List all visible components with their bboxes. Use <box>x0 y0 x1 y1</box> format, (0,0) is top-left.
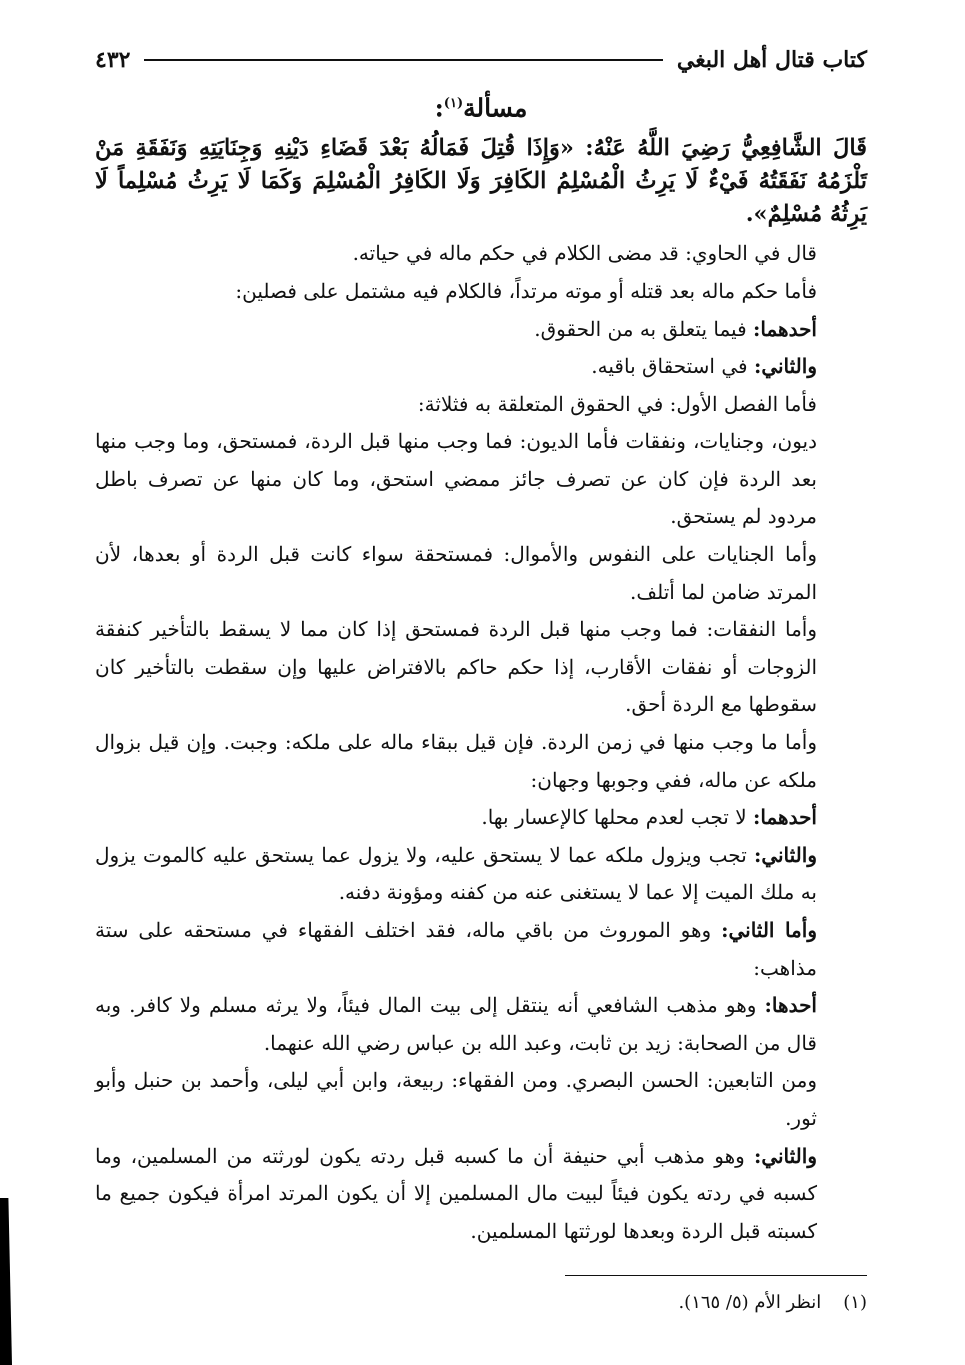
paragraph-lead: والثاني: <box>753 1143 817 1168</box>
paragraph <box>95 273 867 311</box>
paragraph-text: فأما الفصل الأول: في الحقوق المتعلقة به فثلاثة: <box>417 391 817 416</box>
paragraph-text: ديون، وجنايات، ونفقات فأما الديون: فما وجب منها قبل الردة، فمستحق، وما وجب منها بعد الردة فإن كان عن تصرف جائز ممضي استحق، وما كان منها عن تصرف باطل مردود لم يستحق. <box>95 429 817 529</box>
paragraph-lead: وأما الثاني: <box>721 918 817 943</box>
paragraph-text: لا تجب لعدم محلها كالإعسار بها. <box>481 805 753 830</box>
paragraph-lead: أحدهما: <box>752 316 817 341</box>
paragraph-text: في استحقاق باقيه. <box>591 354 754 379</box>
paragraph-text: وهو مذهب الشافعي أنه ينتقل إلى بيت المال فيئاً، ولا يرثه مسلم ولا كافر. وبه قال من الصحابة: زيد بن ثابت، وعبد الله بن عباس رضي الله عنهما. <box>95 993 817 1055</box>
footnote <box>95 1290 867 1316</box>
scan-edge-mark <box>0 1198 12 1365</box>
paragraph <box>95 724 867 799</box>
paragraph-lead: أحدها: <box>764 993 817 1018</box>
paragraph-text: فيما يتعلق به من الحقوق. <box>534 316 753 341</box>
paragraph <box>95 311 867 349</box>
paragraph-text: ومن التابعين: الحسن البصري. ومن الفقهاء: ربيعة، وابن أبي ليلى، وأحمد بن حنبل وأبو ثور. <box>95 1068 817 1130</box>
paragraph-text: فأما حكم ماله بعد قتله أو موته مرتداً، فالكلام فيه مشتمل على فصلين: <box>235 278 817 303</box>
paragraph <box>95 912 867 987</box>
paragraph-text: تجب ويزول ملكه عما لا يستحق عليه، ولا يزول عما يستحق عليه كالموت يزول به ملك الميت إلا عما لا يستغنى عنه من كفنه ومؤونة دفنه. <box>95 842 817 905</box>
paragraph-lead: والثاني: <box>753 842 817 867</box>
running-header <box>95 40 867 80</box>
section-title-colon: : <box>434 93 444 123</box>
paragraph-list <box>95 235 867 1250</box>
main-text <box>95 84 867 1250</box>
paragraph <box>95 1138 867 1251</box>
paragraph <box>95 423 867 536</box>
paragraph-text: وأما ما وجب منها في زمن الردة. فإن قيل ببقاء ماله على ملكه: وجبت. وإن قيل بزوال ملكه عن ماله، ففي وجوبها وجهان: <box>95 730 817 792</box>
paragraph <box>95 837 867 912</box>
section-title <box>95 84 867 128</box>
paragraph-lead: أحدهما: <box>752 805 817 830</box>
footnote-rule <box>565 1275 867 1276</box>
paragraph <box>95 348 867 386</box>
footnote-number: (١) <box>843 1292 867 1313</box>
paragraph <box>95 536 867 611</box>
paragraph <box>95 1062 867 1137</box>
paragraph-text: وأما الجنايات على النفوس والأموال: فمستحقة سواء كانت قبل الردة أو بعدها، لأن المرتد ضامن لما أتلف. <box>95 542 817 604</box>
paragraph-text: قال في الحاوي: قد مضى الكلام في حكم ماله في حياته. <box>352 241 817 266</box>
footnote-text: انظر الأم (٥/ ١٦٥). <box>678 1292 822 1313</box>
paragraph-text: وأما النفقات: فما وجب منها قبل الردة فمستحق إذا كان مما لا يسقط بالتأخير كنفقة الزوجات أو نفقات الأقارب، إذا حكم حاكم بالافتراض عليها وإن سقطت بالتأخير كان سقوطها مع الردة أحق. <box>95 617 817 717</box>
page-number: ٤٣٢ <box>95 47 131 73</box>
paragraph <box>95 386 867 424</box>
paragraph-lead: والثاني: <box>753 354 817 379</box>
section-title-text: مسألة <box>463 93 528 123</box>
paragraph <box>95 799 867 837</box>
shafii-quote: قَالَ الشَّافِعِيُّ رَضِيَ اللَّهُ عَنْهُ: «وَإِذَا قُتِلَ فَمَالُهُ بَعْدَ قَضَاءِ دَيْنِهِ وَجِنَايَتِهِ وَنَفَقَةِ مَنْ تَلْزَمُهُ نَفَقَتُهُ فَيْءٌ لَا يَرِثُ الْمُسْلِمُ الكَافِرَ وَلَا الكَافِرُ الْمُسْلِمَ وَكَمَا لَا يَرِثُ مُسْلِماً لَا يَرِثُهُ مُسْلِمٌ». <box>95 135 867 228</box>
paragraph-text: وهو مذهب أبي حنيفة أن ما كسبه قبل ردته يكون لورثته من المسلمين، وما كسبه في ردته يكون فيئاً لبيت مال المسلمين إلا أن يكون المرتد امرأة فيكون جميع ما كسبته قبل الردة وبعدها لورثتها المسلمين. <box>95 1143 817 1243</box>
paragraph-text: وهو الموروث من باقي ماله، فقد اختلف الفقهاء في مستحقه على ستة مذاهب: <box>95 918 817 980</box>
header-rule <box>144 59 662 61</box>
header-title: كتاب قتال أهل البغي <box>676 47 867 73</box>
footnote-ref: (١) <box>443 96 464 111</box>
paragraph <box>95 611 867 724</box>
paragraph <box>95 235 867 273</box>
paragraph <box>95 987 867 1062</box>
